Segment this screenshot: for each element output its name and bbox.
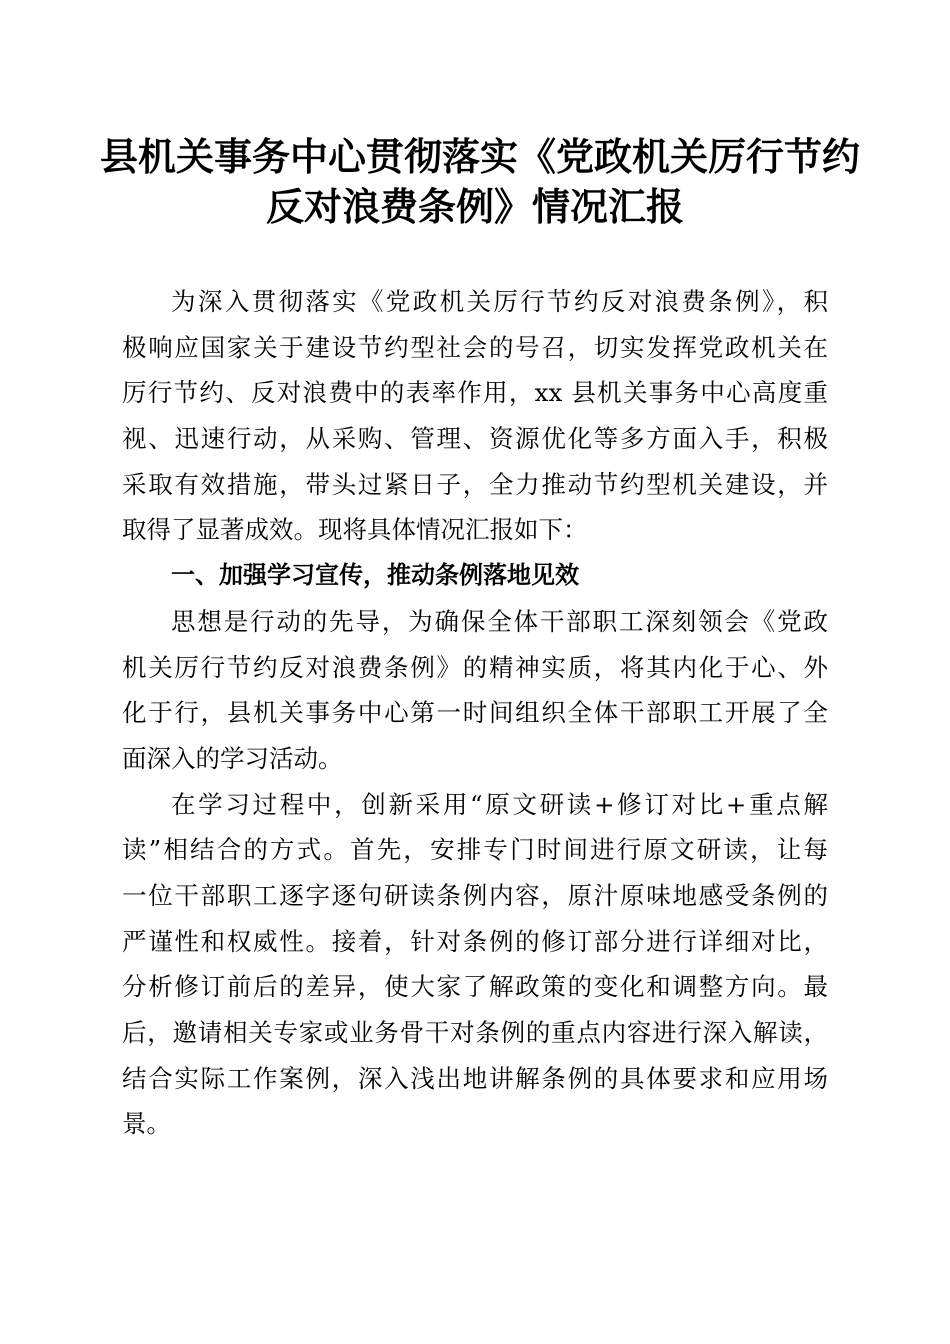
paragraph-line: 取得了显著成效。现将具体情况汇报如下： [122,515,588,545]
paragraph-line: 结合实际工作案例，深入浅出地讲解条例的具体要求和应用场 [122,1063,828,1093]
document-title [100,132,861,232]
paragraph-line: 景。 [122,1109,171,1139]
paragraph-line: 极响应国家关于建设节约型社会的号召，切实发挥党政机关在 [122,332,828,362]
title-line: 反对浪费条例》情况汇报 [265,184,684,229]
paragraph-line: 视、迅速行动，从采购、管理、资源优化等多方面入手，积极 [122,424,828,454]
document-body [122,279,828,1147]
section-heading: 一、加强学习宣传，推动条例落地见效 [171,561,579,590]
paragraph-line: 分析修订前后的差异，使大家了解政策的变化和调整方向。最 [122,972,828,1002]
paragraph-line: 机关厉行节约反对浪费条例》的精神实质，将其内化于心、外 [122,652,828,682]
paragraph-line: 面深入的学习活动。 [122,743,343,773]
paragraph-line: 化于行，县机关事务中心第一时间组织全体干部职工开展了全 [122,698,828,728]
paragraph-line: 严谨性和权威性。接着，针对条例的修订部分进行详细对比， [122,926,828,956]
paragraph-line: 在学习过程中，创新采用“原文研读+修订对比+重点解 [171,789,828,819]
paragraph-line: 读”相结合的方式。首先，安排专门时间进行原文研读，让每 [122,835,828,865]
paragraph-line: 为深入贯彻落实《党政机关厉行节约反对浪费条例》，积 [171,287,828,316]
paragraph-line: 思想是行动的先导，为确保全体干部职工深刻领会《党政 [171,606,828,636]
title-line: 县机关事务中心贯彻落实《党政机关厉行节约 [100,134,861,179]
paragraph-line: 后，邀请相关专家或业务骨干对条例的重点内容进行深入解读， [122,1018,828,1047]
paragraph-line: 厉行节约、反对浪费中的表率作用，xx 县机关事务中心高度重 [122,378,828,408]
paragraph-line: 一位干部职工逐字逐句研读条例内容，原汁原味地感受条例的 [122,880,828,910]
paragraph-line: 采取有效措施，带头过紧日子，全力推动节约型机关建设，并 [122,469,828,499]
